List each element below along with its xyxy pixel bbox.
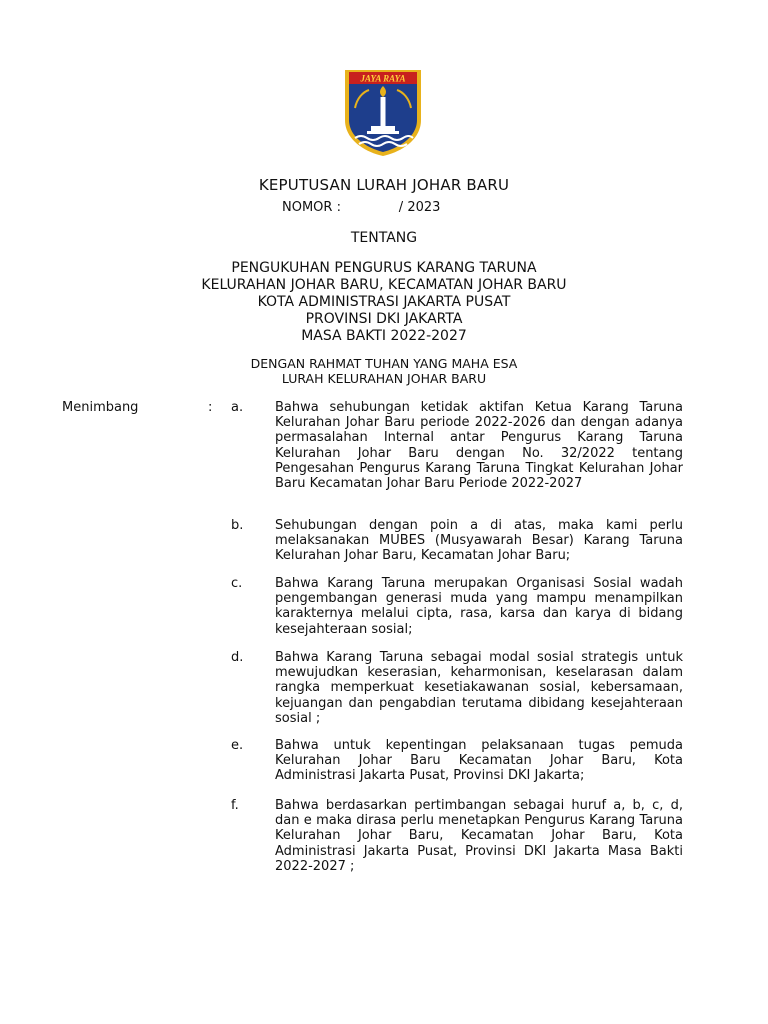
subject-line: PROVINSI DKI JAKARTA (305, 311, 463, 327)
item-letter: d. (231, 650, 244, 665)
subject-line: MASA BAKTI 2022-2027 (301, 328, 467, 344)
subject-block (0, 260, 768, 345)
item-text: Bahwa Karang Taruna sebagai modal sosial strategis untuk mewujudkan keserasian, keharmonisan, keselarasan dalam rangka memperkuat kesetiakawanan sosial, kebersamaan, kejuangan dan pengabdian terutama dibidang kesejahteraan sosial ; (275, 650, 683, 726)
item-text: Bahwa sehubungan ketidak aktifan Ketua Karang Taruna Kelurahan Johar Baru periode 2022-2026 dan dengan adanya permasalahan Internal antar Pengurus Karang Taruna Kelurahan Johar Baru dengan No. 32/2022 tentang Pengesahan Pengurus Karang Taruna Tingkat Kelurahan Johar Baru Kecamatan Johar Baru Periode 2022-2027 (275, 400, 683, 492)
invocation-block (0, 356, 768, 386)
item-text: Bahwa berdasarkan pertimbangan sebagai huruf a, b, c, d, dan e maka dirasa perlu menetapkan Pengurus Karang Taruna Kelurahan Johar Baru, Kecamatan Johar Baru, Kota Administrasi Jakarta Pusat, Provinsi DKI Jakarta Masa Bakti 2022-2027 ; (275, 798, 683, 874)
jakarta-emblem-logo (343, 68, 423, 158)
item-text: Bahwa untuk kepentingan pelaksanaan tugas pemuda Kelurahan Johar Baru Kecamatan Johar Baru, Kota Administrasi Jakarta Pusat, Provinsi DKI Jakarta; (275, 738, 683, 784)
item-letter: c. (231, 576, 243, 591)
document-title: KEPUTUSAN LURAH JOHAR BARU (258, 176, 510, 194)
menimbang-colon: : (208, 400, 213, 415)
subject-line: KELURAHAN JOHAR BARU, KECAMATAN JOHAR BARU (201, 277, 567, 293)
document-number: NOMOR : / 2023 (282, 200, 441, 215)
item-letter: a. (231, 400, 244, 415)
subject-line: KOTA ADMINISTRASI JAKARTA PUSAT (257, 294, 511, 310)
svg-text:JAYA RAYA: JAYA RAYA (360, 73, 406, 84)
emblem-shield-icon (343, 68, 423, 158)
item-letter: b. (231, 518, 244, 533)
item-text: Sehubungan dengan poin a di atas, maka kami perlu melaksanakan MUBES (Musyawarah Besar) Karang Taruna Kelurahan Johar Baru, Kecamatan Johar Baru; (275, 518, 683, 564)
item-text: Bahwa Karang Taruna merupakan Organisasi Sosial wadah pengembangan generasi muda yang mampu menampilkan karakternya melalui cipta, rasa, karsa dan karya di bidang kesejahteraan sosial; (275, 576, 683, 637)
invocation-line: LURAH KELURAHAN JOHAR BARU (281, 371, 487, 386)
item-letter: e. (231, 738, 244, 753)
tentang-heading: TENTANG (350, 230, 418, 246)
item-letter: f. (231, 798, 239, 813)
subject-line: PENGUKUHAN PENGURUS KARANG TARUNA (231, 260, 537, 276)
menimbang-label: Menimbang (62, 400, 139, 415)
invocation-line: DENGAN RAHMAT TUHAN YANG MAHA ESA (250, 356, 518, 371)
